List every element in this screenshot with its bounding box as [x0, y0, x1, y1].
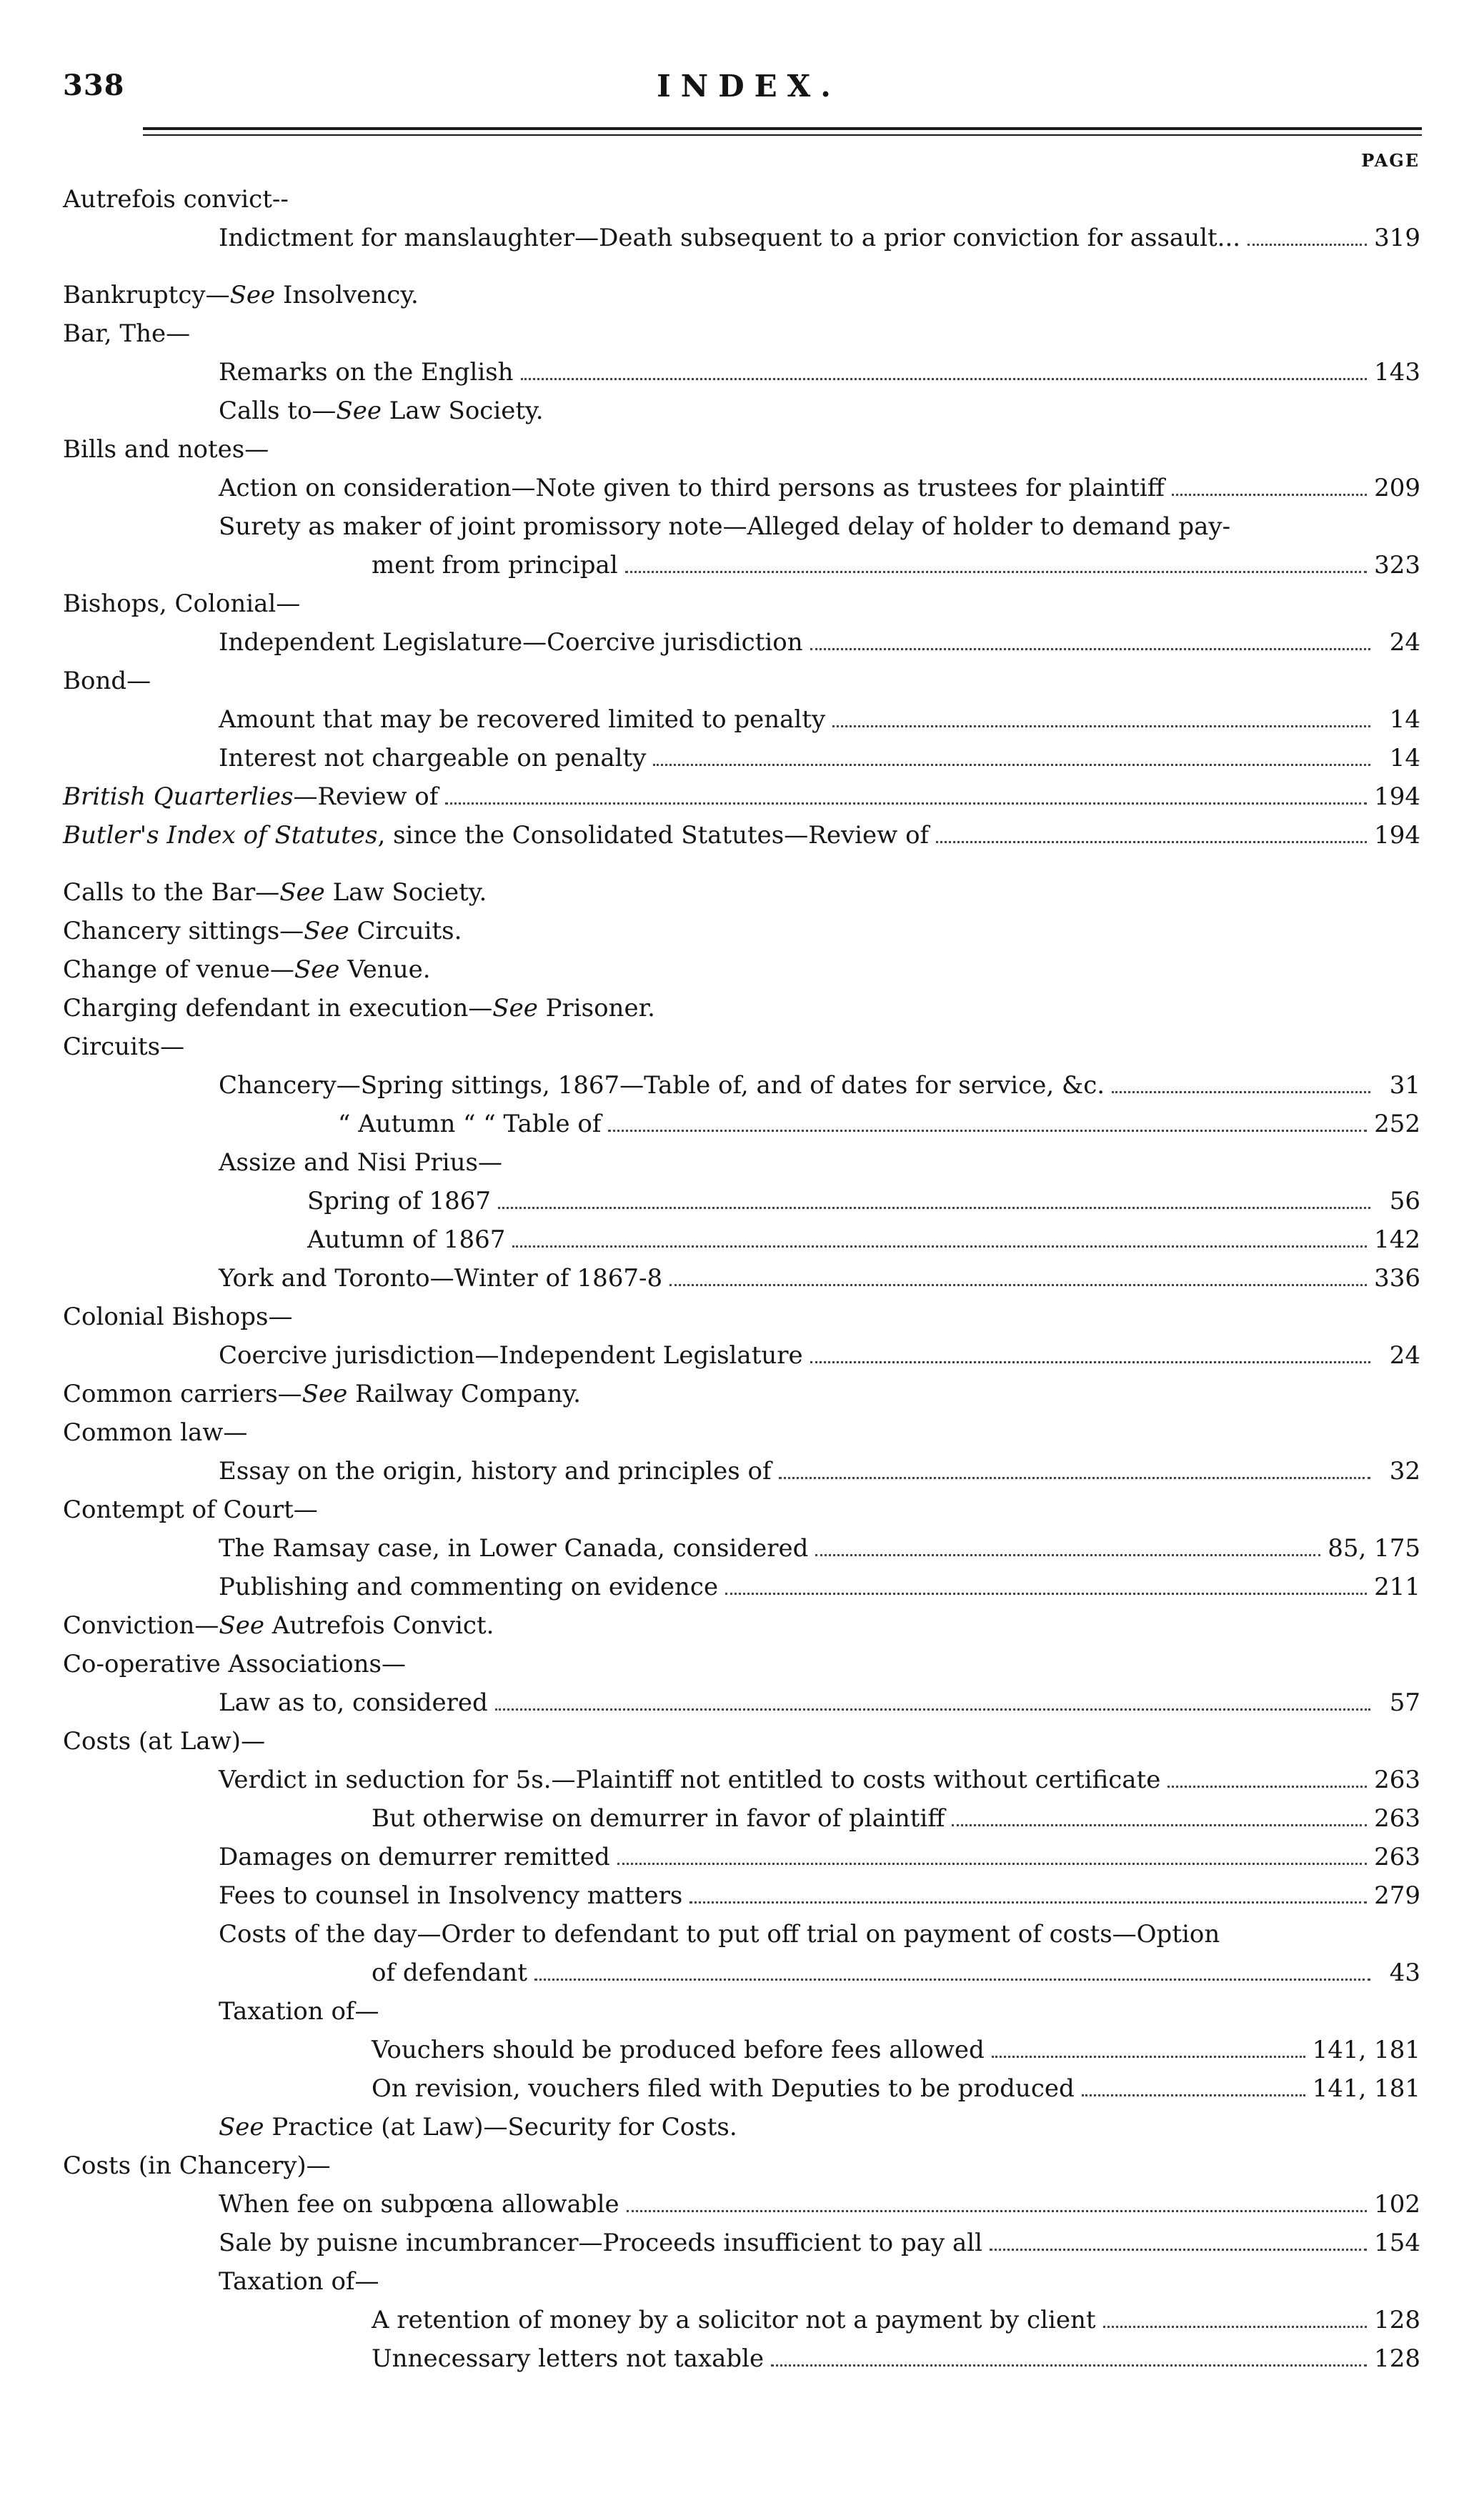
entry-page-number: 24 [1389, 628, 1420, 657]
index-entry [63, 2108, 1420, 2146]
entry-text: Calls to—See Law Society. [219, 397, 544, 425]
entry-text: Bond— [63, 667, 151, 695]
dot-leader [445, 802, 1367, 805]
index-entry [63, 1105, 1420, 1143]
entry-page-number: 142 [1374, 1225, 1420, 1254]
index-entry [63, 950, 1420, 989]
entry-page-number: 319 [1374, 224, 1420, 252]
dot-leader [815, 1553, 1320, 1556]
entry-text: Fees to counsel in Insolvency matters [219, 1881, 683, 1910]
entry-page-number: 194 [1374, 821, 1420, 850]
index-entry [63, 469, 1420, 507]
entry-page-number: 263 [1374, 1804, 1420, 1833]
entry-text: ment from principal [372, 551, 618, 579]
entry-text: Interest not chargeable on penalty [219, 744, 647, 772]
index-entry [63, 392, 1420, 430]
index-entry [63, 2301, 1420, 2339]
entry-text: Bankruptcy—See Insolvency. [63, 281, 419, 309]
index-entry [63, 1799, 1420, 1838]
entry-page-number: 194 [1374, 782, 1420, 811]
entry-text: Colonial Bishops— [63, 1303, 293, 1331]
index-entry [63, 662, 1420, 700]
header-rule [143, 127, 1422, 140]
entry-page-number: 14 [1389, 744, 1420, 772]
index-entry [63, 1606, 1420, 1645]
dot-leader [992, 2055, 1305, 2058]
entry-page-number: 154 [1374, 2229, 1420, 2257]
entry-text: Coercive jurisdiction—Independent Legislature [219, 1341, 803, 1370]
index-entry [63, 989, 1420, 1027]
entry-text: Amount that may be recovered limited to penalty [219, 705, 826, 734]
entry-page-number: 263 [1374, 1766, 1420, 1794]
index-entry [63, 1915, 1420, 1954]
index-entry [63, 1876, 1420, 1915]
index-entry [63, 1298, 1420, 1336]
dot-leader [512, 1245, 1367, 1248]
dot-leader [1248, 243, 1367, 246]
dot-leader [725, 1592, 1367, 1595]
index-entry [63, 2031, 1420, 2069]
index-entry [63, 1568, 1420, 1606]
entry-text: Butler's Index of Statutes, since the Consolidated Statutes—Review of [63, 821, 930, 850]
entry-page-number: 141, 181 [1312, 2074, 1420, 2103]
entry-text: Vouchers should be produced before fees allowed [372, 2036, 985, 2064]
entry-text: Chancery—Spring sittings, 1867—Table of, and of dates for service, &c. [219, 1071, 1105, 1100]
entry-text: Calls to the Bar—See Law Society. [63, 878, 487, 907]
index-entry [63, 777, 1420, 816]
index-entry [63, 546, 1420, 584]
entry-text: Costs (at Law)— [63, 1727, 266, 1756]
index-entry [63, 180, 1420, 219]
index-entry [63, 1683, 1420, 1722]
index-entry [63, 1645, 1420, 1683]
dot-leader [669, 1283, 1367, 1286]
entry-text: Damages on demurrer remitted [219, 1843, 610, 1871]
entry-text: Common carriers—See Railway Company. [63, 1380, 581, 1408]
entry-text: See Practice (at Law)—Security for Costs. [219, 2113, 737, 2141]
dot-leader [832, 725, 1370, 727]
dot-leader [608, 1129, 1367, 1132]
entry-text: Unnecessary letters not taxable [372, 2344, 765, 2373]
dot-leader [627, 2209, 1368, 2212]
index-entry [63, 430, 1420, 469]
index-entry [63, 2185, 1420, 2224]
entry-text: But otherwise on demurrer in favor of plaintiff [372, 1804, 945, 1833]
entry-text: Law as to, considered [219, 1688, 488, 1717]
entry-text: Autrefois convict-- [63, 185, 289, 214]
entry-page-number: 143 [1374, 358, 1420, 387]
entry-text: of defendant [372, 1959, 527, 1987]
index-entry [63, 1452, 1420, 1491]
entry-text: Contempt of Court— [63, 1496, 318, 1524]
index-entry [63, 873, 1420, 912]
index-entry [63, 1027, 1420, 1066]
index-entry [63, 1220, 1420, 1259]
entry-text: “ Autumn “ “ Table of [338, 1110, 602, 1138]
index-entry [63, 1992, 1420, 2031]
entry-text: Publishing and commenting on evidence [219, 1573, 719, 1601]
entry-text: Sale by puisne incumbrancer—Proceeds insufficient to pay all [219, 2229, 982, 2257]
index-entry [63, 739, 1420, 777]
entry-text: Change of venue—See Venue. [63, 955, 431, 984]
page-column-label: PAGE [1361, 150, 1420, 171]
index-entry [63, 1413, 1420, 1452]
entry-text: When fee on subpœna allowable [219, 2190, 619, 2219]
dot-leader [936, 840, 1367, 843]
entry-text: The Ramsay case, in Lower Canada, considered [219, 1534, 809, 1563]
dot-leader [498, 1206, 1370, 1209]
entry-page-number: 336 [1374, 1264, 1420, 1293]
index-entry [63, 1336, 1420, 1375]
entry-text: Costs (in Chancery)— [63, 2151, 331, 2180]
index-entry [63, 219, 1420, 257]
entry-text: British Quarterlies—Review of [63, 782, 439, 811]
index-entry [63, 584, 1420, 623]
index-entry [63, 507, 1420, 546]
index-entry [63, 1491, 1420, 1529]
entry-text: Bar, The— [63, 319, 191, 348]
entry-page-number: 14 [1389, 705, 1420, 734]
entry-page-number: 279 [1374, 1881, 1420, 1910]
entry-text: On revision, vouchers filed with Deputies to be produced [372, 2074, 1075, 2103]
index-entries [63, 180, 1420, 2378]
entry-text: Taxation of— [219, 2267, 379, 2296]
index-entry [63, 623, 1420, 662]
entry-text: Action on consideration—Note given to third persons as trustees for plaintiff [219, 474, 1165, 502]
dot-leader [1172, 493, 1367, 496]
entry-text: Assize and Nisi Prius— [219, 1148, 503, 1177]
index-entry [63, 2262, 1420, 2301]
index-entry [63, 2069, 1420, 2108]
entry-page-number: 43 [1389, 1959, 1420, 1987]
entry-page-number: 263 [1374, 1843, 1420, 1871]
dot-leader [521, 377, 1368, 380]
dot-leader [534, 1978, 1370, 1981]
dot-leader [810, 1360, 1370, 1363]
page-header [63, 69, 1435, 126]
entry-page-number: 85, 175 [1328, 1534, 1420, 1563]
dot-leader [495, 1708, 1370, 1711]
entry-text: Surety as maker of joint promissory note—Alleged delay of holder to demand pay- [219, 512, 1231, 541]
entry-page-number: 32 [1389, 1457, 1420, 1486]
entry-page-number: 24 [1389, 1341, 1420, 1370]
entry-text: A retention of money by a solicitor not a payment by client [372, 2306, 1096, 2334]
page-number: 338 [63, 69, 125, 102]
entry-page-number: 209 [1374, 474, 1420, 502]
entry-text: Verdict in seduction for 5s.—Plaintiff not entitled to costs without certificate [219, 1766, 1161, 1794]
index-entry [63, 276, 1420, 314]
index-entry [63, 2146, 1420, 2185]
entry-text: Chancery sittings—See Circuits. [63, 917, 462, 945]
index-entry [63, 1143, 1420, 1182]
entry-text: Charging defendant in execution—See Prisoner. [63, 994, 655, 1022]
index-entry [63, 816, 1420, 855]
entry-text: Bills and notes— [63, 435, 269, 464]
dot-leader [689, 1901, 1367, 1904]
entry-page-number: 56 [1389, 1187, 1420, 1215]
entry-page-number: 252 [1374, 1110, 1420, 1138]
entry-text: Autumn of 1867 [307, 1225, 506, 1254]
entry-text: Circuits— [63, 1032, 185, 1061]
index-entry [63, 1954, 1420, 1992]
dot-leader [779, 1476, 1370, 1479]
entry-text: Co-operative Associations— [63, 1650, 406, 1678]
entry-text: Costs of the day—Order to defendant to put off trial on payment of costs—Option [219, 1920, 1220, 1949]
entry-text: Independent Legislature—Coercive jurisdiction [219, 628, 803, 657]
entry-text: Spring of 1867 [307, 1187, 492, 1215]
dot-leader [771, 2364, 1367, 2367]
index-entry [63, 1722, 1420, 1761]
index-entry [63, 1529, 1420, 1568]
entry-text: Bishops, Colonial— [63, 589, 301, 618]
index-entry [63, 912, 1420, 950]
dot-leader [952, 1823, 1367, 1826]
entry-text: Taxation of— [219, 1997, 379, 2026]
entry-page-number: 102 [1374, 2190, 1420, 2219]
entry-page-number: 57 [1389, 1688, 1420, 1717]
entry-text: Essay on the origin, history and principles of [219, 1457, 772, 1486]
index-entry [63, 700, 1420, 739]
entry-text: Indictment for manslaughter—Death subsequent to a prior conviction for assault... [219, 224, 1241, 252]
entry-page-number: 31 [1389, 1071, 1420, 1100]
dot-leader [1112, 1090, 1370, 1093]
index-entry [63, 2339, 1420, 2378]
dot-leader [810, 647, 1370, 650]
index-entry [63, 314, 1420, 353]
index-entry [63, 1838, 1420, 1876]
index-entry [63, 2224, 1420, 2262]
index-entry [63, 353, 1420, 392]
entry-page-number: 141, 181 [1312, 2036, 1420, 2064]
dot-leader [990, 2248, 1367, 2251]
dot-leader [625, 570, 1367, 573]
dot-leader [653, 763, 1370, 766]
entry-page-number: 211 [1374, 1573, 1420, 1601]
entry-page-number: 128 [1374, 2306, 1420, 2334]
entry-text: York and Toronto—Winter of 1867-8 [219, 1264, 663, 1293]
running-title: INDEX. [657, 69, 841, 104]
entry-text: Remarks on the English [219, 358, 514, 387]
index-entry [63, 1182, 1420, 1220]
index-entry [63, 1375, 1420, 1413]
index-entry [63, 1259, 1420, 1298]
entry-page-number: 323 [1374, 551, 1420, 579]
entry-text: Conviction—See Autrefois Convict. [63, 1611, 494, 1640]
index-entry [63, 1066, 1420, 1105]
dot-leader [617, 1862, 1367, 1865]
entry-text: Common law— [63, 1418, 248, 1447]
index-entry [63, 1761, 1420, 1799]
dot-leader [1167, 1785, 1367, 1788]
dot-leader [1082, 2094, 1305, 2096]
dot-leader [1103, 2325, 1368, 2328]
entry-page-number: 128 [1374, 2344, 1420, 2373]
